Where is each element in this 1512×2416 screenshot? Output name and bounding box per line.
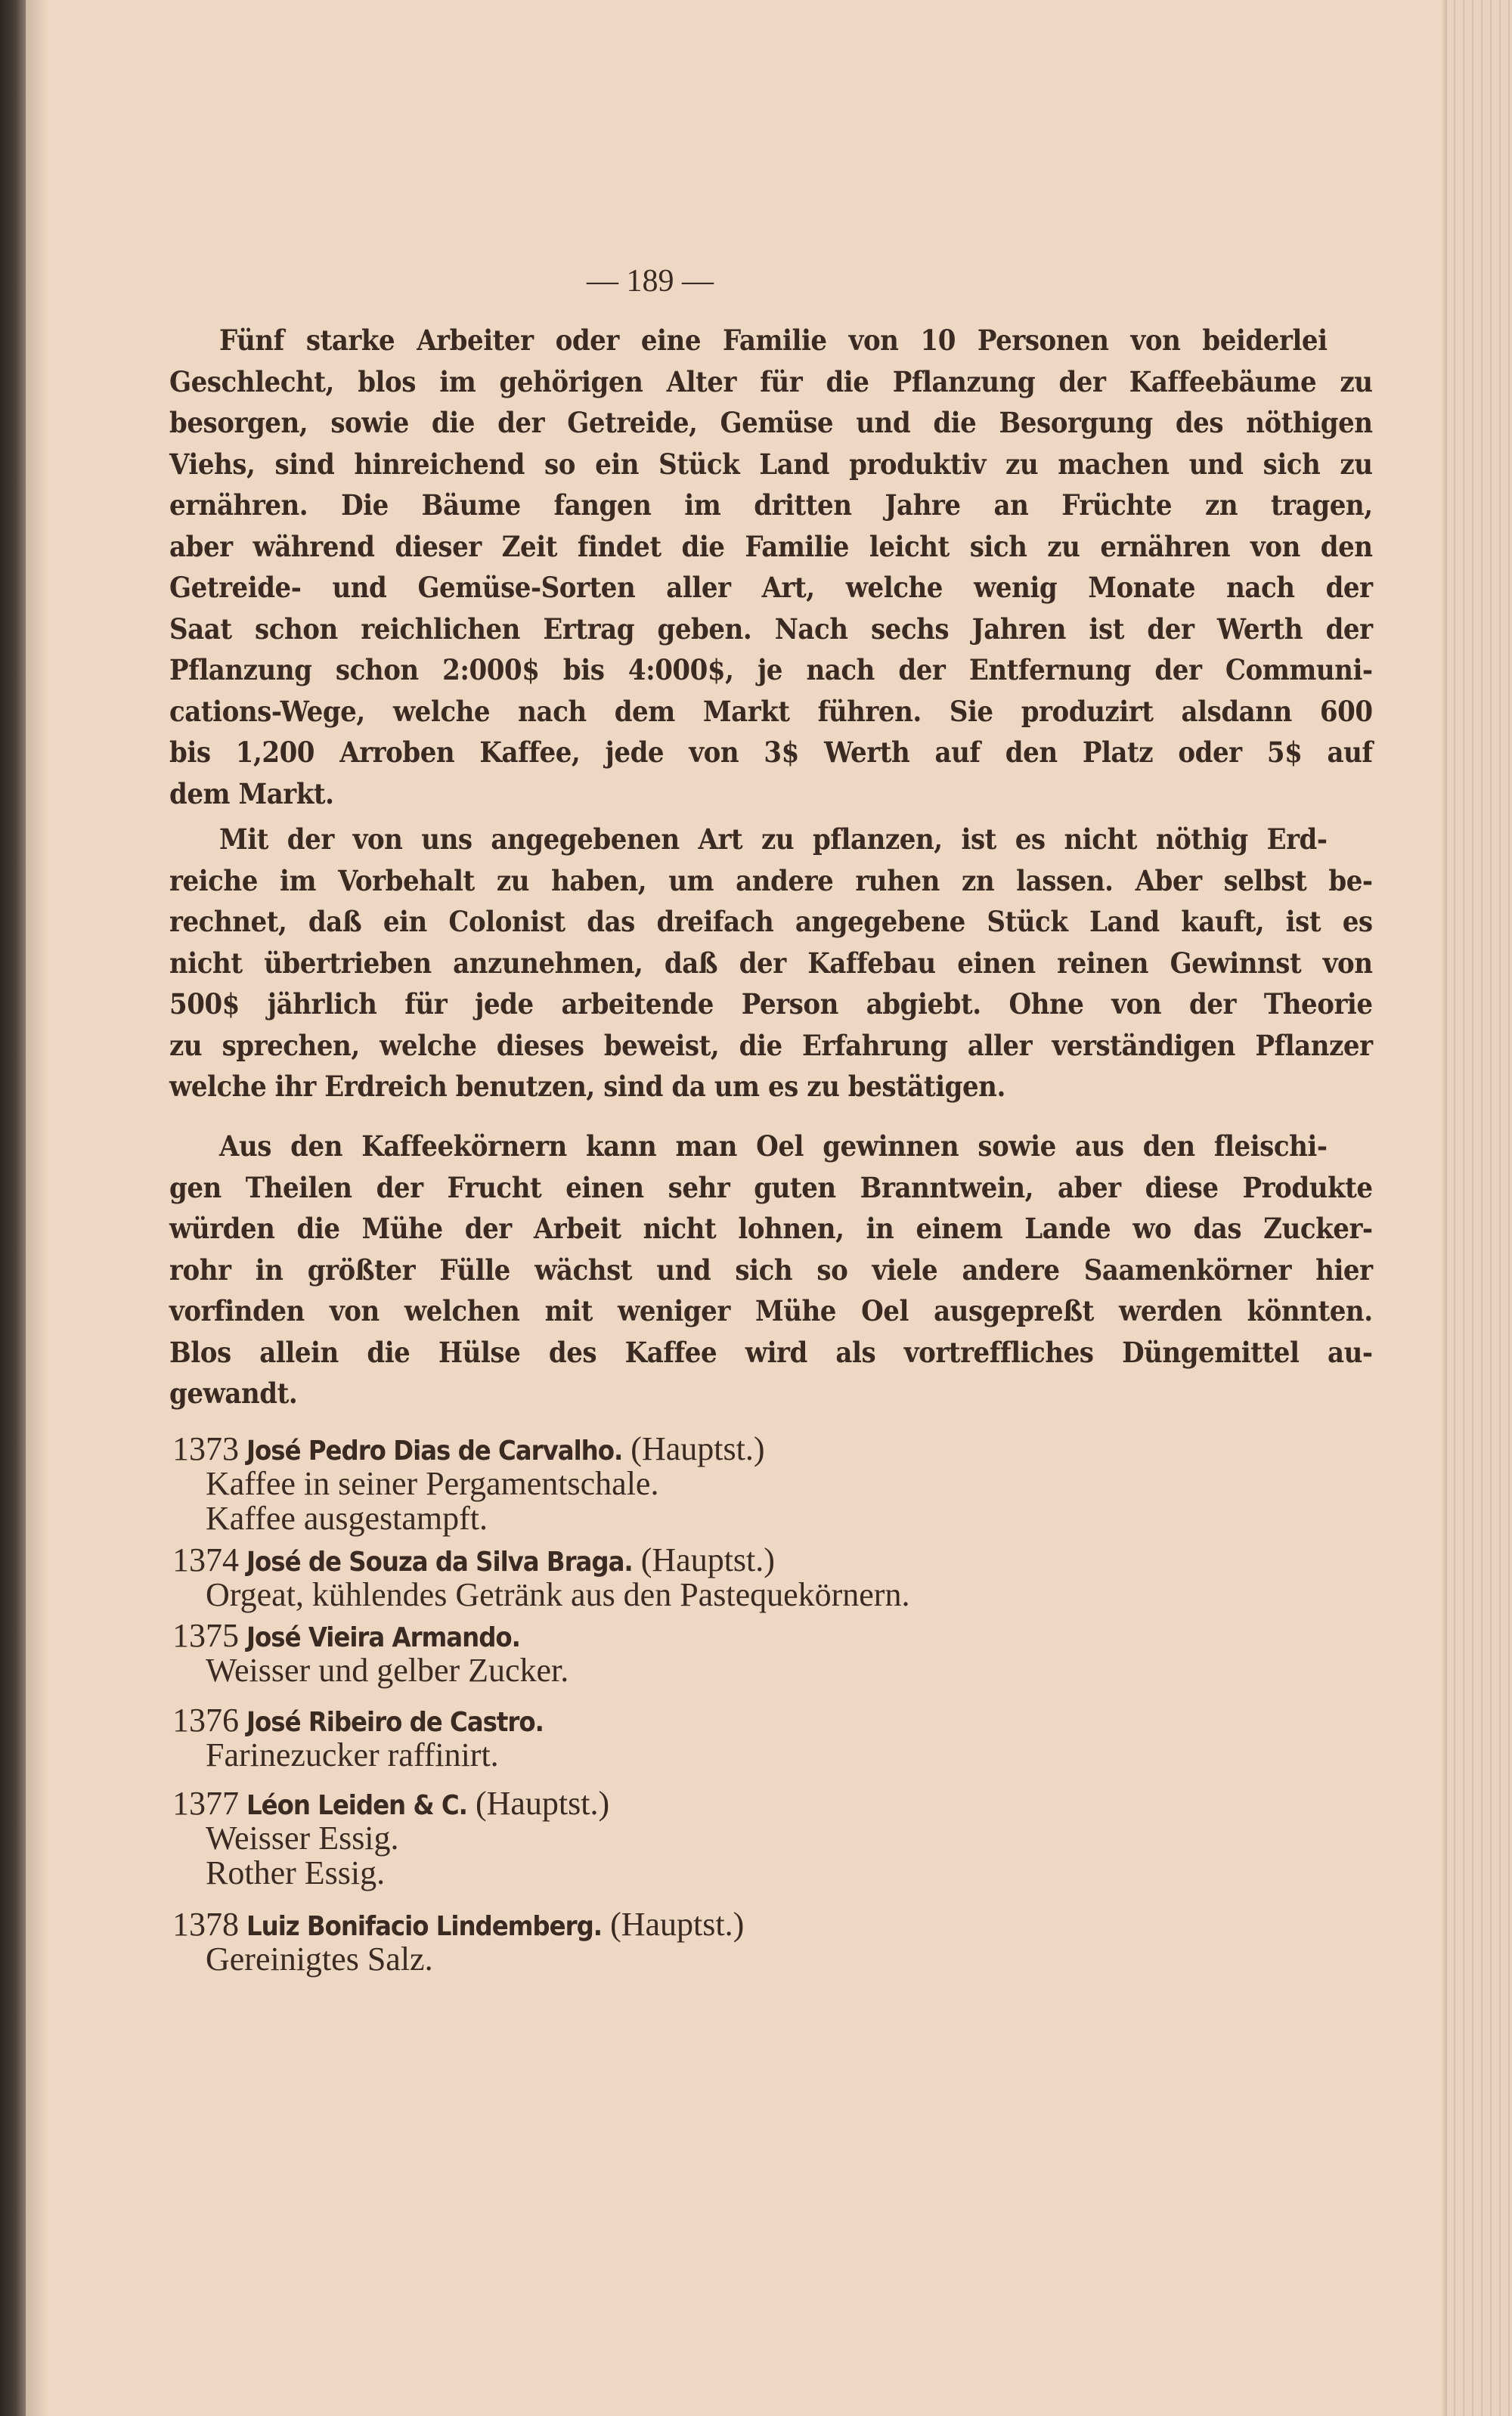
entry-number: 1377 <box>172 1785 239 1822</box>
paragraph-line: bis 1,200 Arroben Kaffee, jede von 3$ Werth auf den Platz oder 5$ auf <box>169 736 1373 769</box>
entry-number: 1376 <box>172 1702 239 1739</box>
paragraph-line: dem Markt. <box>169 776 334 810</box>
paragraph-line: rechnet, daß ein Colonist das dreifach angegebene Stück Land kauft, ist es <box>169 905 1373 938</box>
entry-heading <box>172 1618 520 1656</box>
exhibit-item: Kaffee in seiner Pergamentschale. <box>206 1465 659 1502</box>
entry-heading <box>172 1786 609 1824</box>
entry-heading <box>172 1542 775 1581</box>
exhibitor-name: José Vieira Armando. <box>246 1622 520 1653</box>
entry-number: 1374 <box>172 1541 239 1578</box>
paragraph-line: gewandt. <box>169 1377 298 1410</box>
exhibit-item: Gereinigtes Salz. <box>206 1941 433 1978</box>
exhibitor-name: José de Souza da Silva Braga. <box>246 1547 633 1578</box>
location-note: (Hauptst.) <box>640 1541 775 1578</box>
page-edge-shadow <box>1441 0 1447 2416</box>
exhibitor-name: José Ribeiro de Castro. <box>246 1707 544 1738</box>
paragraph-line: nicht übertrieben anzunehmen, daß der Kaffebau einen reinen Gewinnst von <box>169 946 1373 980</box>
entry-number: 1373 <box>172 1430 239 1467</box>
paragraph-line: reiche im Vorbehalt zu haben, um andere ruhen zn lassen. Aber selbst be- <box>169 863 1373 897</box>
exhibitor-name: José Pedro Dias de Carvalho. <box>246 1436 623 1467</box>
paragraph-line: Viehs, sind hinreichend so ein Stück Land produktiv zu machen und sich zu <box>169 447 1373 481</box>
entry-heading <box>172 1431 764 1470</box>
paragraph-line: Geschlecht, blos im gehörigen Alter für die Pflanzung der Kaffeebäume zu <box>169 364 1373 398</box>
paragraph-line: Fünf starke Arbeiter oder eine Familie von 10 Personen von beiderlei <box>219 324 1328 357</box>
exhibit-item: Orgeat, kühlendes Getränk aus den Pastequekörnern. <box>206 1576 910 1613</box>
paragraph-line: Getreide- und Gemüse-Sorten aller Art, welche wenig Monate nach der <box>169 571 1373 604</box>
entry-heading <box>172 1906 744 1945</box>
page-gutter <box>26 0 48 2416</box>
paragraph-line: besorgen, sowie die der Getreide, Gemüse und die Besorgung des nöthigen <box>169 406 1373 439</box>
paragraph-line: würden die Mühe der Arbeit nicht lohnen, in einem Lande wo das Zucker- <box>169 1212 1373 1245</box>
paragraph-line: cations-Wege, welche nach dem Markt führen. Sie produzirt alsdann 600 <box>169 694 1373 728</box>
page-edges <box>1447 0 1512 2416</box>
entry-number: 1375 <box>172 1617 239 1654</box>
paragraph-line: welche ihr Erdreich benutzen, sind da um es zu bestätigen. <box>169 1070 1005 1103</box>
paragraph-line: Saat schon reichlichen Ertrag geben. Nach sechs Jahren ist der Werth der <box>169 612 1373 646</box>
exhibit-item: Farinezucker raffinirt. <box>206 1736 499 1773</box>
exhibitor-name: Luiz Bonifacio Lindemberg. <box>246 1911 603 1942</box>
entry-heading <box>172 1702 544 1741</box>
entry-number: 1378 <box>172 1906 239 1943</box>
exhibit-item: Weisser Essig. <box>206 1820 399 1857</box>
location-note: (Hauptst.) <box>475 1785 610 1822</box>
exhibit-item: Weisser und gelber Zucker. <box>206 1652 569 1689</box>
paragraph-line: Aus den Kaffeekörnern kann man Oel gewinnen sowie aus den fleischi- <box>219 1129 1328 1163</box>
paragraph-line: Pflanzung schon 2:000$ bis 4:000$, je nach der Entfernung der Communi- <box>169 653 1373 686</box>
book-binding-shadow <box>0 0 26 2416</box>
paragraph-line: zu sprechen, welche dieses beweist, die Erfahrung aller verständigen Pflanzer <box>169 1028 1373 1062</box>
paragraph-line: gen Theilen der Frucht einen sehr guten Branntwein, aber diese Produkte <box>169 1170 1373 1204</box>
paragraph-line: rohr in größter Fülle wächst und sich so viele andere Saamenkörner hier <box>169 1253 1373 1287</box>
paragraph-line: ernähren. Die Bäume fangen im dritten Jahre an Früchte zn tragen, <box>169 488 1373 522</box>
paragraph-line: vorfinden von welchen mit weniger Mühe Oel ausgepreßt werden könnten. <box>169 1294 1373 1327</box>
exhibit-item: Kaffee ausgestampft. <box>206 1500 488 1537</box>
page-number: — 189 — <box>587 264 714 299</box>
paragraph-line: aber während dieser Zeit findet die Familie leicht sich zu ernähren von den <box>169 529 1373 563</box>
exhibitor-name: Léon Leiden & C. <box>246 1790 467 1821</box>
exhibit-item: Rother Essig. <box>206 1854 386 1891</box>
paragraph-line: 500$ jährlich für jede arbeitende Person abgiebt. Ohne von der Theorie <box>169 987 1373 1021</box>
location-note: (Hauptst.) <box>631 1430 765 1467</box>
location-note: (Hauptst.) <box>610 1906 745 1943</box>
paragraph-line: Mit der von uns angegebenen Art zu pflanzen, ist es nicht nöthig Erd- <box>219 822 1328 856</box>
paragraph-line: Blos allein die Hülse des Kaffee wird als vortreffliches Düngemittel au- <box>169 1335 1373 1369</box>
